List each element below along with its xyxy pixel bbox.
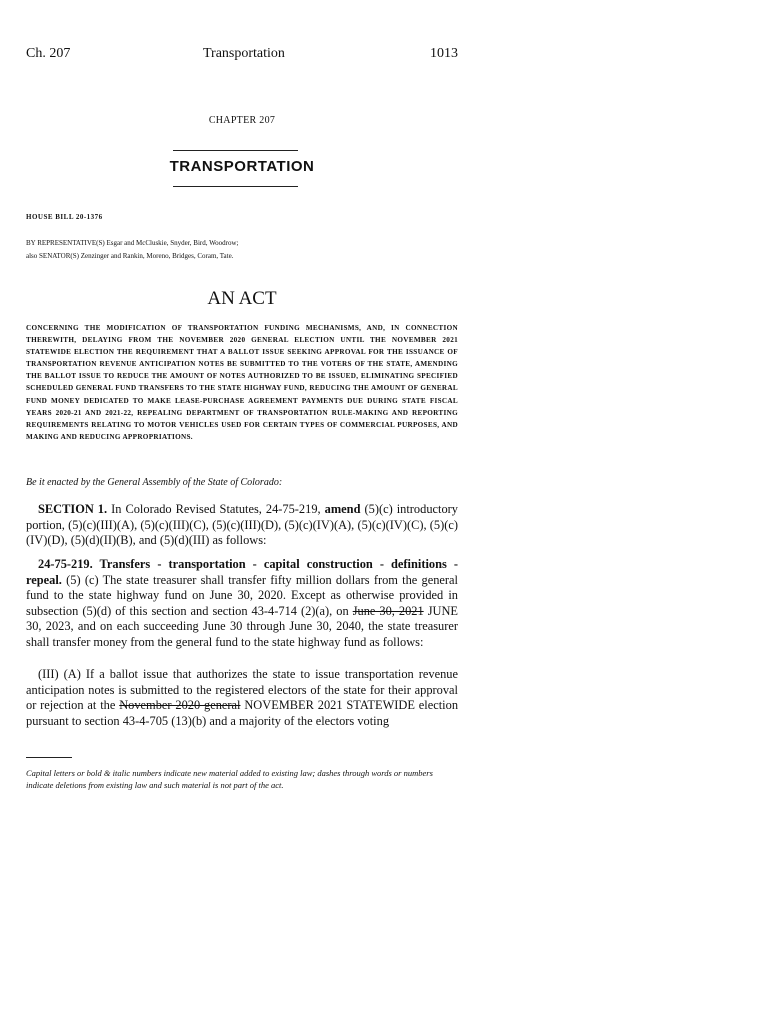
subpara-text-b: election pursuant to section 43-4-705 (13)(b) and a majority of the electors voting (26, 698, 459, 728)
sponsors-representatives: BY REPRESENTATIVE(S) Esgar and McCluskie, Snyder, Bird, Woodrow; (26, 239, 239, 247)
chapter-label: CHAPTER 207 (208, 115, 276, 126)
statute-text-a: (5) (c) The state treasurer shall transfer fifty million dollars from the general fund to the state highway fund on June 30, 2020. Except as otherwise provided in subsection (5)(d) of this section and section 43-4-714 (2)(a), on (26, 572, 458, 618)
section-1-text-b: (5)(c) introductory portion, (5)(c)(III)(A), (5)(c)(III)(C), (5)(c)(III)(D), (5)(c)(IV)(A), (5)(c)(IV)(C), (5)(c)(IV)(D), (5)(d)(II)(B), and (5)(d)(III) as follows: (26, 502, 458, 548)
sponsors (26, 237, 238, 263)
statute-deleted-text: June 30, 2021 (352, 603, 424, 618)
section-1-amend: amend (324, 502, 361, 516)
subparagraph-iii-a (26, 667, 458, 729)
subpara-text-a: (III) (A) If a ballot issue that authorizes the state to issue transportation revenue anticipation notes is submitted to the registered electors of the state for their approval or rejection at the (26, 667, 458, 713)
section-1-text-a: In Colorado Revised Statutes, 24-75-219, (111, 502, 321, 516)
header-title: Transportation (203, 46, 285, 61)
footnote-divider (26, 757, 72, 758)
title-rule-top (173, 150, 298, 151)
page-title: TRANSPORTATION (169, 158, 315, 175)
statute-added-text: JUNE (427, 603, 458, 618)
subpara-added-text: NOVEMBER 2021 STATEWIDE (244, 698, 415, 713)
section-1-paragraph (26, 502, 458, 549)
statute-text-b: 30, 2023, and on each succeeding June 30 through June 30, 2040, the state treasurer shall transfer money from the general fund to the state highway fund as follows: (26, 619, 458, 649)
concerning-clause: CONCERNING THE MODIFICATION OF TRANSPORTATION FUNDING MECHANISMS, AND, IN CONNECTION THEREWITH, DELAYING FROM THE NOVEMBER 2020 GENERAL ELECTION UNTIL THE NOVEMBER 2021 STATEWIDE ELECTION THE REQUIREMENT THAT A BALLOT ISSUE SEEKING APPROVAL FOR THE ISSUANCE OF TRANSPORTATION REVENUE ANTICIPATION NOTES BE SUBMITTED TO THE VOTERS OF THE STATE, AMENDING THE BALLOT ISSUE TO REDUCE THE AMOUNT OF NOTES AUTHORIZED TO BE ISSUED, ELIMINATING SPECIFIED SCHEDULED GENERAL FUND TRANSFERS TO THE STATE HIGHWAY FUND, REDUCING THE AMOUNT OF GENERAL FUND MONEY DEDICATED TO MAKE LEASE-PURCHASE AGREEMENT PAYMENTS DUE DURING STATE FISCAL YEARS 2020-21 AND 2021-22, REPEALING DEPARTMENT OF TRANSPORTATION RULE-MAKING AND REPORTING REQUIREMENTS RELATING TO MOTOR VEHICLES USED FOR CERTAIN TYPES OF COMMERCIAL PURPOSES, AND MAKING AND REDUCING APPROPRIATIONS. (26, 324, 458, 441)
header-chapter: Ch. 207 (26, 46, 71, 61)
bill-number: HOUSE BILL 20-1376 (26, 213, 103, 221)
enacting-clause: Be it enacted by the General Assembly of the State of Colorado: (26, 477, 283, 488)
footnote: Capital letters or bold & italic numbers indicate new material added to existing law; dashes through words or numbers indicate deletions from existing law and such material is not part of the act. (26, 768, 433, 790)
title-rule-bottom (173, 186, 298, 187)
sponsors-senators: also SENATOR(S) Zenzinger and Rankin, Moreno, Bridges, Coram, Tate. (26, 252, 234, 260)
statute-paragraph (26, 557, 458, 651)
subpara-deleted-text: November 2020 general (119, 698, 241, 713)
statute-heading: 24-75-219. Transfers - transportation - capital construction - definitions - repeal. (26, 557, 458, 587)
header-page-number: 1013 (430, 46, 458, 61)
section-1-label: SECTION 1. (38, 502, 108, 516)
act-heading: AN ACT (207, 288, 277, 309)
